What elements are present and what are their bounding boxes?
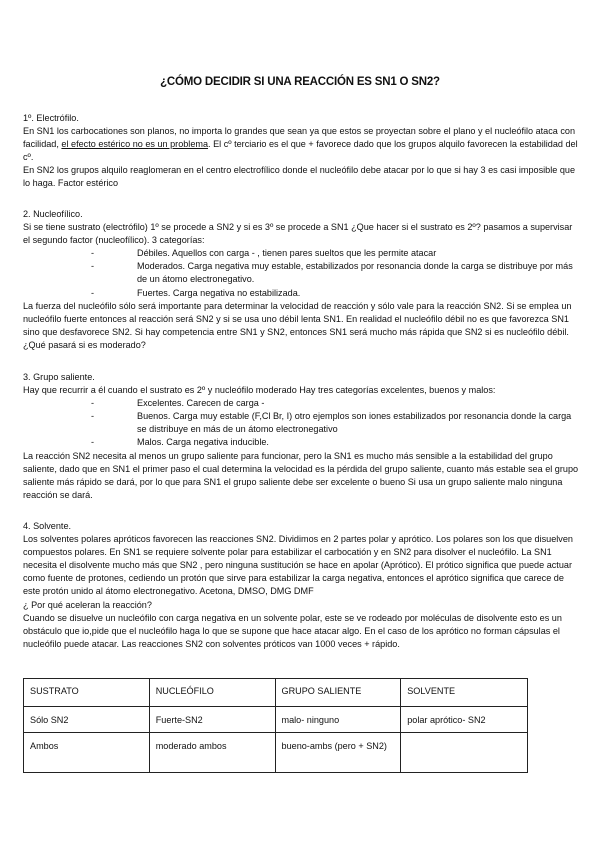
text-span: . El cº terciario es el que + favorece dado que los grupos alquilo favorecen la estabilidad del cº. bbox=[23, 139, 578, 163]
section-solvente bbox=[23, 520, 579, 651]
table-cell: bueno-ambs (pero + SN2) bbox=[275, 733, 401, 773]
list-item: - Buenos. Carga muy estable (F,Cl Br, I) otro ejemplos son iones estabilizados por resonancia donde la carga se distribuye en más de un átomo electronegativo bbox=[23, 410, 579, 436]
question-line: ¿ Por qué aceleran la reacción? bbox=[23, 599, 152, 610]
column-header: NUCLEÓFILO bbox=[149, 679, 275, 707]
list-item: - Malos. Carga negativa inducible. bbox=[23, 436, 579, 449]
table-cell: moderado ambos bbox=[149, 733, 275, 773]
section-heading: 3. Grupo saliente. bbox=[23, 372, 95, 382]
column-header: GRUPO SALIENTE bbox=[275, 679, 401, 707]
summary-table bbox=[23, 678, 528, 773]
table-cell: Sólo SN2 bbox=[24, 707, 150, 733]
paragraph: En SN2 los grupos alquilo reaglomeran en el centro electrofílico donde el nucleófilo debe atacar por lo que si hay 3 es casi imposible que lo haga. Factor estérico bbox=[23, 165, 576, 189]
section-nucleofilico bbox=[23, 208, 579, 352]
paragraph: Si se tiene sustrato (electrófilo) 1º se procede a SN2 y si es 3º se procede a SN1 ¿Que hacer si el sustrato es 2º? pasamos a supervisar el segundo factor (nucleofílico). 3 categorías: bbox=[23, 222, 573, 246]
list-item: - Fuertes. Carga negativa no estabilizada. bbox=[23, 287, 579, 300]
text-span: En SN1 los carbocationes son planos, no importa lo grandes que sean ya que estos se proyectan sobre el plano y el nucleófilo ataca con facilidad, bbox=[23, 126, 576, 150]
paragraph: Hay que recurrir a él cuando el sustrato es 2º y nucleófilo moderado Hay tres categorías excelentes, buenos y malos: bbox=[23, 385, 496, 396]
section-heading: 1º. Electrófilo. bbox=[23, 113, 79, 123]
table-cell: polar aprótico- SN2 bbox=[401, 707, 528, 733]
underlined-text: el efecto estérico no es un problema bbox=[61, 139, 209, 150]
table-cell: Fuerte-SN2 bbox=[149, 707, 275, 733]
paragraph bbox=[23, 125, 579, 164]
table-cell: malo- ninguno bbox=[275, 707, 401, 733]
paragraph: Los solventes polares apróticos favorecen las reacciones SN2. Dividimos en 2 partes polar y aprótico. Los polares son los que disuelven compuestos polares. En SN1 se requiere solvente polar para estabilizar el carbocatión y en SN2 para disolver el nucleófilo. La SN1 necesita el disolvente mucho más que SN2 , pero ninguna sustitución se hace en apolar (Aprótico). El prótico significa que puede actuar como fuente de protones, cediendo un protón que sirve para estabilizar la carga negativa, entonces el aprótico significa que carece de este protón unido al átomo electronegativo. Acetona, DMSO, DMG DMF bbox=[23, 534, 573, 597]
table-row bbox=[24, 707, 528, 733]
section-grupo-saliente bbox=[23, 371, 579, 502]
table-cell: Ambos bbox=[24, 733, 150, 773]
category-list bbox=[23, 247, 579, 299]
column-header: SUSTRATO bbox=[24, 679, 150, 707]
category-list bbox=[23, 397, 579, 449]
section-electrofilo bbox=[23, 112, 579, 191]
table-cell bbox=[401, 733, 528, 773]
paragraph: La reacción SN2 necesita al menos un grupo saliente para funcionar, pero la SN1 es mucho más sensible a la estabilidad del grupo saliente, dado que en SN1 el primer paso el cual determina la velocidad es la pérdida del grupo saliente, cuanto más estable sea el grupo saliente más rápido se dará, por lo que para SN1 el grupo saliente debe ser excelente o bueno Si usa un grupo saliente malo ninguna reacción se dará. bbox=[23, 450, 579, 500]
paragraph: La fuerza del nucleófilo sólo será importante para determinar la velocidad de reacción y sólo vale para la reacción SN2. Si se emplea un nucleófilo fuerte entonces al reacción será SN2 y si se usa uno débil lenta SN1. En realidad el nucleófilo débil no es que favorezca SN1 sino que desfavorece SN2. Si hay competencia entre SN1 y SN2, entonces SN1 será mucho más rápida que SN2 si es nucleófilo débil. ¿Qué pasará si es moderado? bbox=[23, 300, 572, 350]
section-heading: 4. Solvente. bbox=[23, 521, 72, 531]
page-title: ¿CÓMO DECIDIR SI UNA REACCIÓN ES SN1 O SN2? bbox=[160, 76, 440, 88]
list-item: - Excelentes. Carecen de carga - bbox=[23, 397, 579, 410]
list-item: - Débiles. Aquellos con carga - , tienen pares sueltos que les permite atacar bbox=[23, 247, 579, 260]
table-row bbox=[24, 733, 528, 773]
section-heading: 2. Nucleofílico. bbox=[23, 209, 83, 219]
column-header: SOLVENTE bbox=[401, 679, 528, 707]
list-item: - Moderados. Carga negativa muy estable, estabilizados por resonancia donde la carga se distribuye por más de un átomo electronegativo. bbox=[23, 260, 579, 286]
table-header-row bbox=[24, 679, 528, 707]
paragraph: Cuando se disuelve un nucleófilo con carga negativa en un solvente polar, este se ve rodeado por moléculas de disolvente esto es un obstáculo que io,pide que el nucleófilo haga lo que se supone que hace atacar algo. En el caso de los aprótico no forman cápsulas el nucleófilo puede atacar. Las reacciones SN2 con solventes próticos van 1000 veces + rápido. bbox=[23, 612, 562, 649]
